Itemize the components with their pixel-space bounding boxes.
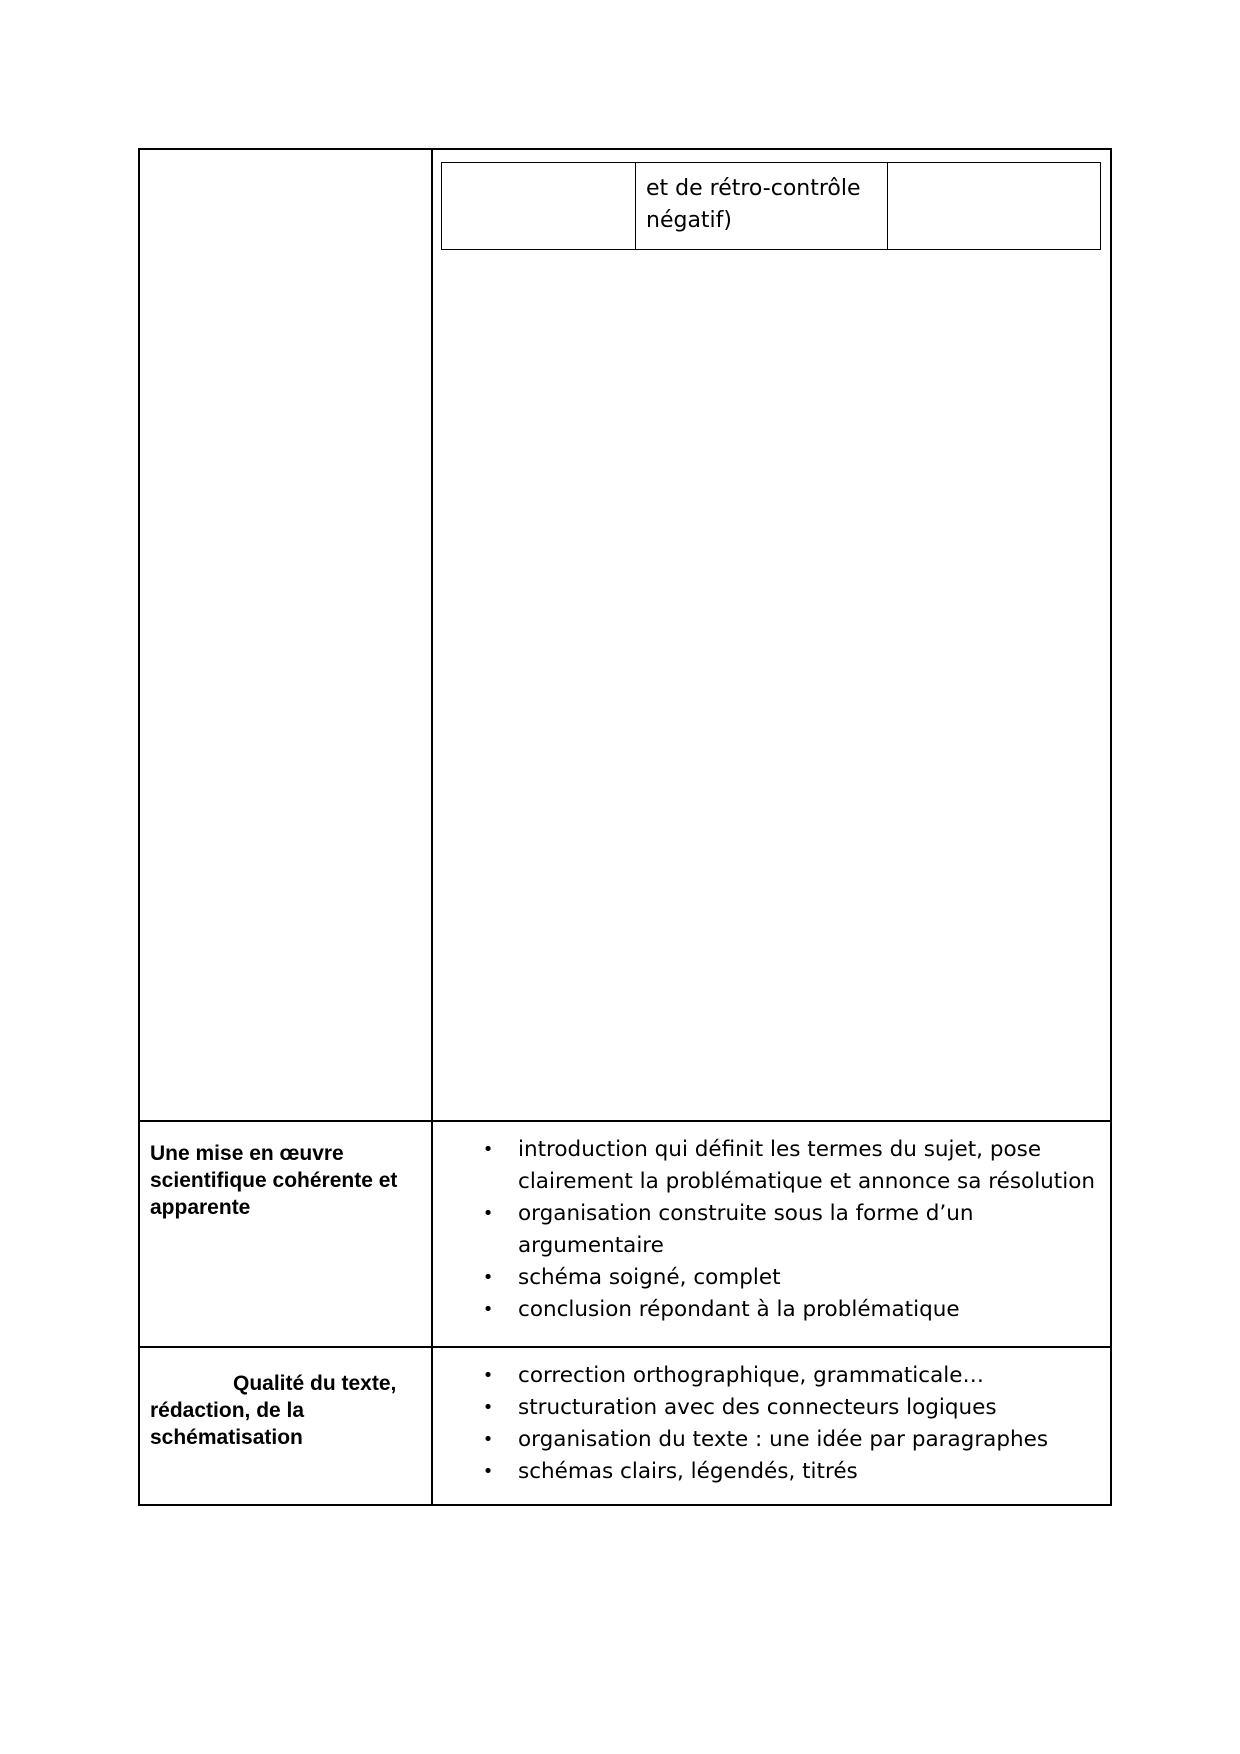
row-title-line: scientifique cohérente et bbox=[150, 1169, 398, 1192]
nested-column-divider bbox=[635, 163, 636, 249]
list-item-text: organisation construite sous la forme d’un argumentaire bbox=[518, 1201, 974, 1258]
list-item bbox=[482, 1424, 1110, 1456]
bullet-icon: • bbox=[482, 1429, 494, 1450]
list-item-text: introduction qui définit les termes du sujet, pose clairement la problématique et annonce sa résolution bbox=[518, 1137, 1095, 1194]
row-title bbox=[150, 1140, 425, 1221]
nested-column-divider bbox=[887, 163, 888, 249]
row-title bbox=[150, 1370, 425, 1451]
row-title-line: rédaction, de la bbox=[150, 1399, 305, 1422]
criteria-cell bbox=[433, 1122, 1110, 1346]
bullet-icon: • bbox=[482, 1299, 494, 1320]
nested-cell-line: et de rétro-contrôle bbox=[646, 176, 861, 201]
nested-cell-line: négatif) bbox=[646, 208, 732, 233]
bullet-icon: • bbox=[482, 1461, 494, 1482]
list-item-text: schémas clairs, légendés, titrés bbox=[518, 1459, 858, 1484]
list-item-text: correction orthographique, grammaticale… bbox=[518, 1363, 984, 1388]
criteria-list bbox=[433, 1134, 1110, 1326]
list-item-text: organisation du texte : une idée par paragraphes bbox=[518, 1427, 1049, 1452]
row-title-line: Une mise en œuvre bbox=[150, 1142, 344, 1165]
bullet-icon: • bbox=[482, 1365, 494, 1386]
list-item bbox=[482, 1262, 1110, 1294]
list-item bbox=[482, 1392, 1110, 1424]
list-item-text: conclusion répondant à la problématique bbox=[518, 1297, 960, 1322]
list-item bbox=[482, 1360, 1110, 1392]
table-row bbox=[140, 1346, 1110, 1504]
list-item bbox=[482, 1198, 1110, 1262]
criteria-list bbox=[433, 1360, 1110, 1488]
bullet-icon: • bbox=[482, 1267, 494, 1288]
bullet-icon: • bbox=[482, 1139, 494, 1160]
nested-table bbox=[441, 162, 1101, 250]
table-row bbox=[140, 150, 1110, 1120]
bullet-icon: • bbox=[482, 1397, 494, 1418]
criteria-cell bbox=[433, 150, 1110, 1120]
bullet-icon: • bbox=[482, 1203, 494, 1224]
row-title-line: Qualité du texte, bbox=[233, 1372, 397, 1395]
list-item bbox=[482, 1294, 1110, 1326]
criteria-cell bbox=[433, 1348, 1110, 1504]
row-title-line: apparente bbox=[150, 1196, 251, 1219]
list-item bbox=[482, 1134, 1110, 1198]
list-item-text: structuration avec des connecteurs logiques bbox=[518, 1395, 997, 1420]
row-title-line: schématisation bbox=[150, 1426, 303, 1449]
list-item-text: schéma soigné, complet bbox=[518, 1265, 781, 1290]
table-row bbox=[140, 1120, 1110, 1346]
nested-cell-text bbox=[646, 173, 886, 237]
list-item bbox=[482, 1456, 1110, 1488]
evaluation-table bbox=[138, 148, 1112, 1506]
